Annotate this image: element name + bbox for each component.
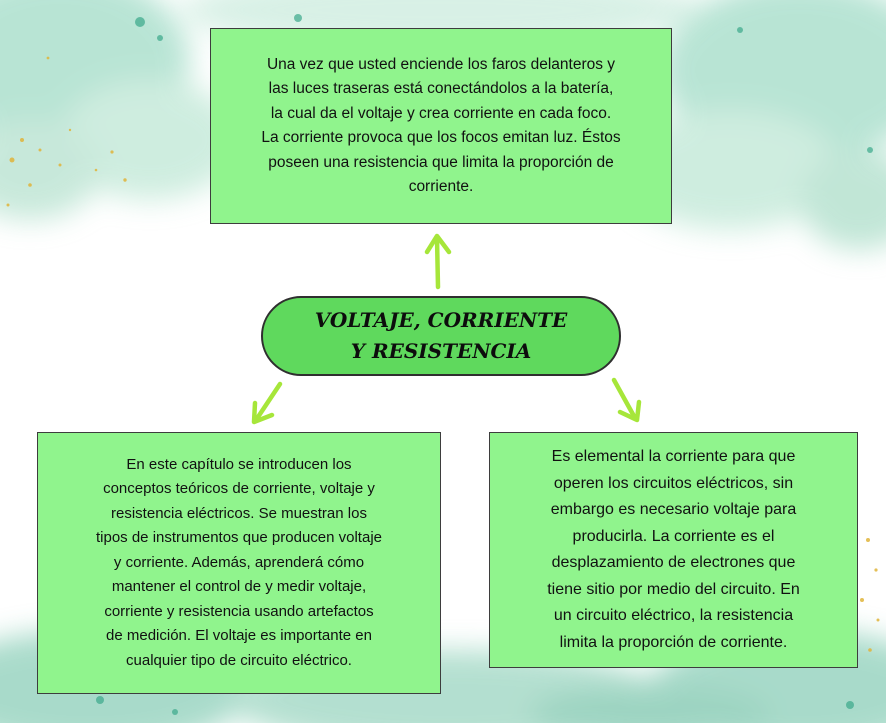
node-right-box bbox=[489, 432, 858, 668]
central-topic bbox=[261, 296, 621, 376]
watercolor-top-left bbox=[0, 0, 240, 220]
node-left-text: En este capítulo se introducen los conceptos teóricos de corriente, voltaje y resistencia eléctricos. Se muestran los tipos de instrumentos que producen voltaje y corriente. Además, aprenderá cómo mantener el control de y medir voltaje, corriente y resistencia usando artefactos de medición. El voltaje es importante en cualquier tipo de circuito eléctrico. bbox=[95, 455, 382, 669]
node-right-text: Es elemental la corriente para que operen los circuitos eléctricos, sin embargo es necesario voltaje para producirla. La corriente es el desplazamiento de electrones que tiene sitio por medio del circuito. En un circuito eléctrico, la resistencia limita la proporción de corriente. bbox=[547, 448, 800, 651]
node-top-box bbox=[210, 28, 672, 224]
node-left-box bbox=[37, 432, 441, 694]
node-top-text: Una vez que usted enciende los faros delanteros y las luces traseras está conectándolos a la batería, la cual da el voltaje y crea corriente en cada foco. La corriente provoca que los focos emitan luz. Éstos poseen una resistencia que limita la proporción de corriente. bbox=[261, 55, 621, 195]
central-topic-title: VOLTAJE, CORRIENTE Y RESISTENCIA bbox=[314, 308, 568, 363]
